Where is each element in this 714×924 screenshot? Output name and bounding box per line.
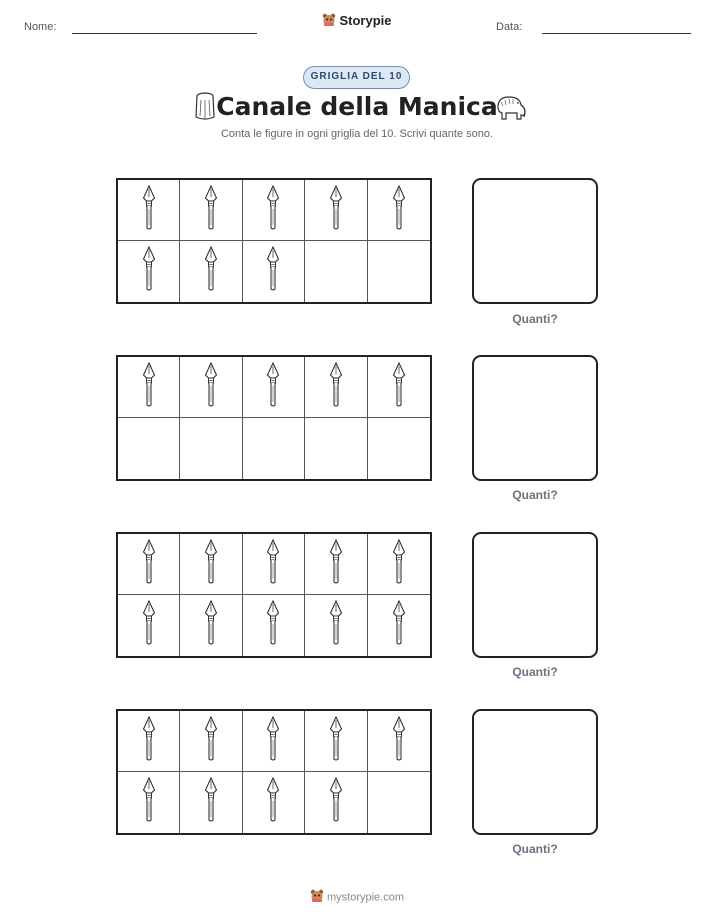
answer-box[interactable] [472, 178, 598, 304]
stone-spear-icon [266, 539, 280, 590]
ten-frame [116, 178, 432, 304]
frame-cell [368, 357, 430, 418]
quanti-label: Quanti? [512, 842, 558, 856]
stone-spear-icon [329, 600, 343, 651]
frame-cell [243, 418, 305, 479]
stone-spear-icon [329, 539, 343, 590]
footer-url: mystorypie.com [326, 891, 405, 904]
frame-cell [118, 241, 180, 302]
stone-spear-icon [204, 539, 218, 590]
frame-cell [180, 772, 242, 833]
stone-spear-icon [266, 246, 280, 297]
mammoth-icon [492, 93, 528, 126]
frame-cell [368, 241, 430, 302]
frame-cell [118, 772, 180, 833]
stone-spear-icon [204, 246, 218, 297]
frame-cell [180, 357, 242, 418]
stone-spear-icon [329, 716, 343, 767]
stone-spear-icon [392, 539, 406, 590]
date-label: Data: [496, 21, 523, 33]
ten-frame [116, 532, 432, 658]
frame-cell [180, 418, 242, 479]
stone-spear-icon [204, 777, 218, 828]
stone-spear-icon [204, 362, 218, 413]
footer [0, 889, 714, 906]
stone-spear-icon [142, 716, 156, 767]
frame-cell [305, 595, 367, 656]
frame-cell [243, 711, 305, 772]
frame-cell [243, 180, 305, 241]
frame-cell [180, 534, 242, 595]
frame-cell [305, 534, 367, 595]
stone-spear-icon [142, 539, 156, 590]
stone-spear-icon [266, 362, 280, 413]
brand-name: Storypie [339, 13, 392, 28]
frame-cell [118, 418, 180, 479]
ten-frame [116, 709, 432, 835]
stone-spear-icon [392, 362, 406, 413]
frame-cell [180, 595, 242, 656]
frame-cell [368, 418, 430, 479]
stone-spear-icon [266, 716, 280, 767]
stone-spear-icon [142, 246, 156, 297]
answer-box[interactable] [472, 532, 598, 658]
stone-spear-icon [266, 777, 280, 828]
stone-spear-icon [392, 600, 406, 651]
frame-cell [368, 534, 430, 595]
category-badge: GRIGLIA DEL 10 [303, 66, 410, 89]
stone-spear-icon [142, 777, 156, 828]
frame-cell [305, 180, 367, 241]
frame-cell [243, 534, 305, 595]
stone-spear-icon [204, 185, 218, 236]
frame-cell [118, 595, 180, 656]
stone-spear-icon [392, 716, 406, 767]
stone-spear-icon [142, 600, 156, 651]
frame-cell [368, 595, 430, 656]
frame-cell [118, 357, 180, 418]
stone-spear-icon [266, 600, 280, 651]
stone-spear-icon [329, 185, 343, 236]
frame-cell [368, 711, 430, 772]
storypie-logo-icon [322, 13, 336, 30]
frame-cell [305, 772, 367, 833]
frame-cell [118, 534, 180, 595]
stone-spear-icon [204, 716, 218, 767]
frame-cell [368, 180, 430, 241]
quanti-label: Quanti? [512, 665, 558, 679]
frame-cell [243, 241, 305, 302]
quanti-label: Quanti? [512, 488, 558, 502]
storypie-logo-icon [310, 889, 324, 906]
stone-spear-icon [329, 777, 343, 828]
frame-cell [243, 595, 305, 656]
frame-cell [118, 180, 180, 241]
frame-cell [118, 711, 180, 772]
stone-spear-icon [204, 600, 218, 651]
answer-box[interactable] [472, 709, 598, 835]
frame-cell [180, 180, 242, 241]
frame-cell [305, 418, 367, 479]
ten-frame [116, 355, 432, 481]
stone-spear-icon [142, 362, 156, 413]
page-title: Canale della Manica [216, 92, 498, 121]
frame-cell [180, 711, 242, 772]
date-field[interactable] [542, 33, 691, 34]
frame-cell [305, 711, 367, 772]
stone-spear-icon [392, 185, 406, 236]
frame-cell [305, 357, 367, 418]
name-label: Nome: [24, 21, 57, 33]
frame-cell [368, 772, 430, 833]
stone-spear-icon [266, 185, 280, 236]
frame-cell [243, 772, 305, 833]
brand [0, 13, 714, 30]
quanti-label: Quanti? [512, 312, 558, 326]
frame-cell [180, 241, 242, 302]
instructions: Conta le figure in ogni griglia del 10. Scrivi quante sono. [220, 128, 494, 140]
frame-cell [243, 357, 305, 418]
answer-box[interactable] [472, 355, 598, 481]
stone-spear-icon [142, 185, 156, 236]
name-field[interactable] [72, 33, 257, 34]
frame-cell [305, 241, 367, 302]
stone-spear-icon [329, 362, 343, 413]
